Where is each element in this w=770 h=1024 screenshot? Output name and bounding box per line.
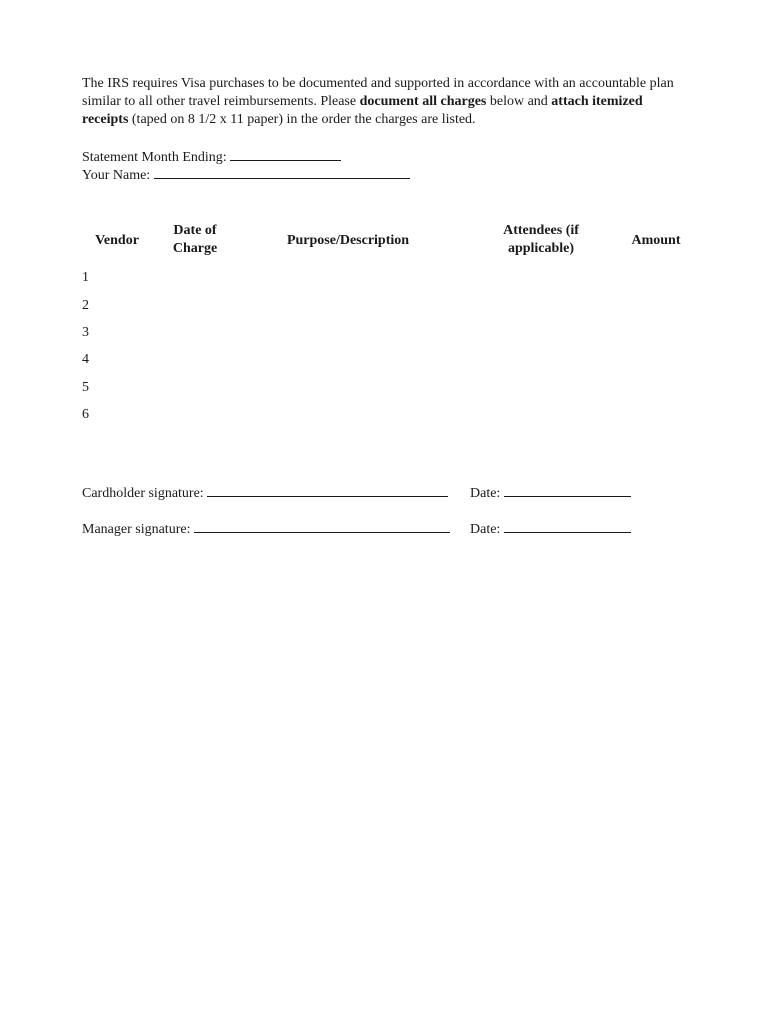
table-row-number: 6 [82, 407, 89, 422]
statement-month-label: Statement Month Ending: [82, 150, 227, 165]
cardholder-date-field [470, 483, 631, 503]
instructions-bold-1: document all charges [359, 94, 487, 109]
your-name-field [82, 165, 410, 185]
table-row-number: 5 [82, 380, 89, 395]
header-vendor [84, 232, 150, 250]
header-purpose-label: Purpose/Description [286, 233, 410, 248]
header-purpose [262, 232, 434, 250]
cardholder-date-label: Date: [470, 486, 501, 501]
manager-signature-line[interactable] [194, 519, 450, 533]
instructions-text-3: (taped on 8 1/2 x 11 paper) in the order the charges are listed. [128, 112, 476, 127]
header-amount-label: Amount [631, 233, 681, 248]
your-name-input-line[interactable] [154, 165, 410, 179]
instructions-text-2: below and [486, 94, 552, 109]
header-attendees-line2: applicable) [507, 241, 575, 256]
cardholder-signature-line[interactable] [207, 483, 448, 497]
manager-signature-field [82, 519, 450, 539]
table-row-number: 3 [82, 325, 89, 340]
header-date-of-charge [160, 222, 230, 258]
your-name-label: Your Name: [82, 168, 151, 183]
header-date-line1: Date of [173, 223, 217, 238]
manager-date-line[interactable] [504, 519, 631, 533]
manager-signature-label: Manager signature: [82, 522, 191, 537]
header-attendees-line1: Attendees (if [503, 223, 579, 238]
instructions-paragraph [82, 75, 682, 129]
header-date-line2: Charge [172, 241, 218, 256]
cardholder-date-line[interactable] [504, 483, 631, 497]
manager-date-label: Date: [470, 522, 501, 537]
statement-month-input-line[interactable] [230, 147, 341, 161]
instructions-bold-2: attach itemized receipts [82, 94, 643, 127]
header-amount [620, 232, 692, 250]
cardholder-signature-label: Cardholder signature: [82, 486, 204, 501]
manager-date-field [470, 519, 631, 539]
cardholder-signature-field [82, 483, 448, 503]
header-vendor-label: Vendor [95, 233, 139, 248]
table-row-number: 2 [82, 298, 89, 313]
instructions-text-1: The IRS requires Visa purchases to be documented and supported in accordance with an accountable plan similar to all other travel reimbursements. Please [82, 76, 674, 109]
table-row-number: 1 [82, 270, 89, 285]
statement-month-field [82, 147, 341, 167]
table-row-number: 4 [82, 352, 89, 367]
header-attendees [490, 222, 592, 258]
